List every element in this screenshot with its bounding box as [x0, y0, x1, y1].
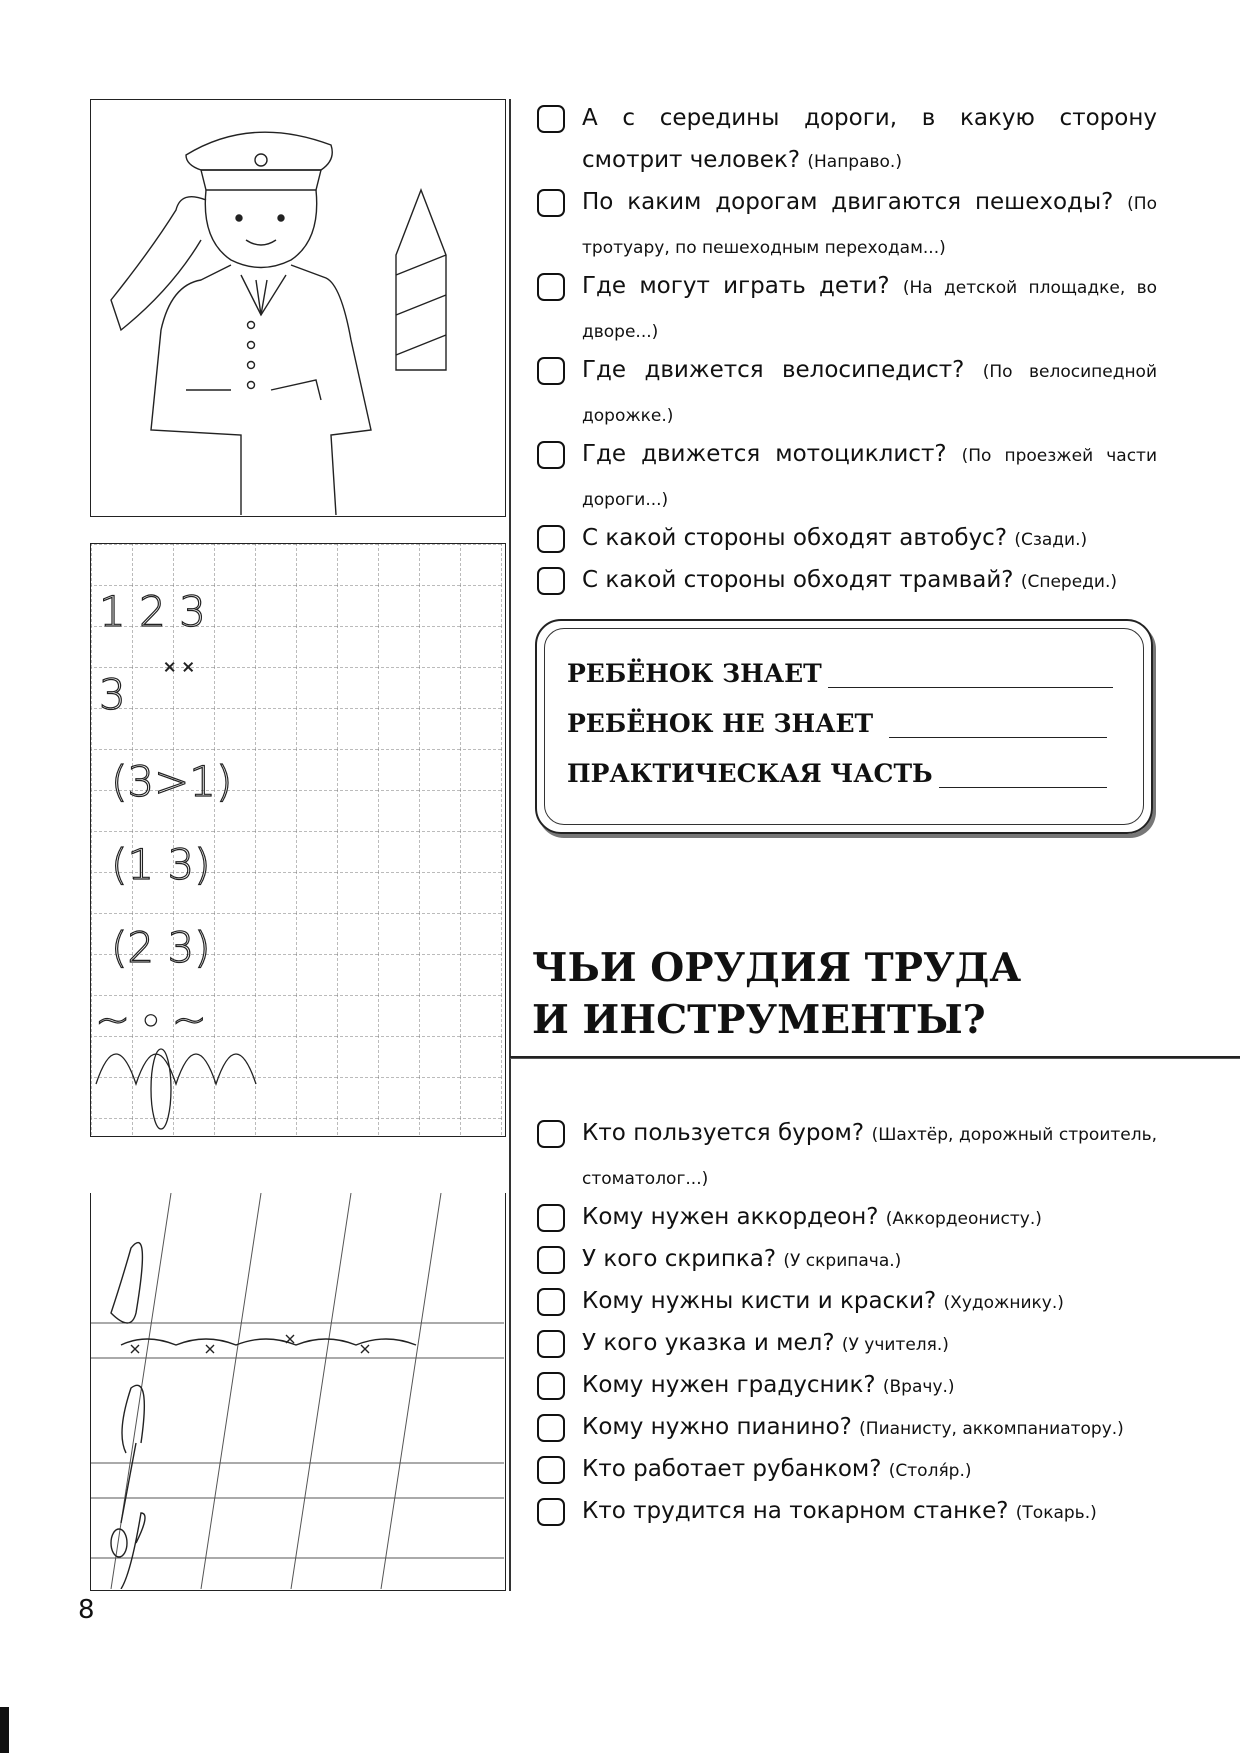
question-item — [537, 1406, 1157, 1450]
checkbox[interactable] — [537, 1288, 565, 1316]
checkbox[interactable] — [537, 1456, 565, 1484]
checkbox[interactable] — [537, 1330, 565, 1358]
checkbox[interactable] — [537, 189, 565, 217]
question-item — [537, 1196, 1157, 1240]
grid-text-2-3: (2 3) — [111, 923, 211, 972]
cursive-practice — [90, 1193, 506, 1591]
answer-text: (Шахтёр, дорожный строитель, стоматолог...) — [582, 1125, 1158, 1189]
grid-text-123: 1 2 3 — [99, 587, 206, 636]
answer-text: (По тротуару, по пешеходным переходам...) — [582, 194, 1157, 258]
assessment-box — [535, 619, 1153, 834]
practical-field[interactable] — [939, 764, 1107, 788]
slanted-lines — [91, 1193, 504, 1589]
question-text: Кто пользуется буром? — [582, 1120, 865, 1146]
section-heading — [532, 942, 1021, 1046]
grid-text-3-gt-1: (3>1) — [111, 757, 233, 806]
question-item — [537, 559, 1157, 603]
answer-text: (У скрипача.) — [783, 1251, 902, 1271]
knows-label: РЕБЁНОК ЗНАЕТ — [567, 659, 822, 688]
question-item — [537, 1364, 1157, 1408]
policeman-drawing — [91, 100, 504, 515]
question-text: Кому нужно пианино? — [582, 1414, 852, 1440]
answer-text: (Пианисту, аккомпаниатору.) — [859, 1419, 1124, 1439]
question-text: Кому нужен аккордеон? — [582, 1204, 879, 1230]
not-knows-field[interactable] — [889, 714, 1107, 738]
checkbox[interactable] — [537, 273, 565, 301]
question-item — [537, 349, 1157, 437]
question-item — [537, 97, 1157, 183]
knows-row — [567, 659, 1113, 688]
checkbox[interactable] — [537, 567, 565, 595]
answer-text: (Спереди.) — [1020, 572, 1117, 592]
checkbox[interactable] — [537, 1204, 565, 1232]
heading-line-1: ЧЬИ ОРУДИЯ ТРУДА — [532, 945, 1022, 991]
question-item — [537, 181, 1157, 269]
not-knows-label: РЕБЁНОК НЕ ЗНАЕТ — [567, 709, 874, 738]
checkbox[interactable] — [537, 1120, 565, 1148]
question-text: Где могут играть дети? — [582, 273, 890, 299]
answer-text: (По проезжей части дороги...) — [582, 446, 1157, 510]
question-text: Кто работает рубанком? — [582, 1456, 882, 1482]
question-text: По каким дорогам двигаются пешеходы? — [582, 189, 1114, 215]
question-text: С какой стороны обходят автобус? — [582, 525, 1008, 551]
question-item — [537, 1322, 1157, 1366]
question-text: Где движется велосипедист? — [582, 357, 965, 383]
checkbox[interactable] — [537, 1414, 565, 1442]
page-number: 8 — [78, 1595, 95, 1625]
heading-line-2: И ИНСТРУМЕНТЫ? — [532, 997, 986, 1043]
grid-writing-practice — [90, 543, 506, 1137]
checkbox[interactable] — [537, 525, 565, 553]
question-item — [537, 1280, 1157, 1324]
question-item — [537, 1448, 1157, 1492]
answer-text: (Направо.) — [807, 152, 902, 172]
question-text: У кого указка и мел? — [582, 1330, 835, 1356]
practical-row — [567, 759, 1107, 788]
question-text: Кому нужен градусник? — [582, 1372, 876, 1398]
checkbox[interactable] — [537, 1246, 565, 1274]
not-knows-row — [567, 709, 1107, 738]
question-text: А с середины дороги, в какую сторону смотрит человек? — [582, 105, 1157, 173]
answer-text: (Художнику.) — [943, 1293, 1064, 1313]
answer-text: (По велосипедной дорожке.) — [582, 362, 1158, 426]
answer-text: (Аккордеонисту.) — [885, 1209, 1042, 1229]
question-item — [537, 433, 1157, 521]
checkbox[interactable] — [537, 441, 565, 469]
question-text: Кто трудится на токарном станке? — [582, 1498, 1009, 1524]
knows-field[interactable] — [828, 664, 1113, 688]
question-text: У кого скрипка? — [582, 1246, 777, 1272]
scan-edge-mark — [0, 1707, 9, 1753]
question-text: Где движется мотоциклист? — [582, 441, 947, 467]
question-item — [537, 1238, 1157, 1282]
policeman-illustration — [90, 99, 506, 517]
checkbox[interactable] — [537, 105, 565, 133]
grid-text-waves: ~ • ~ — [95, 995, 207, 1044]
answer-text: (Врачу.) — [882, 1377, 955, 1397]
section-rule — [510, 1056, 1240, 1059]
question-text: С какой стороны обходят трамвай? — [582, 567, 1014, 593]
answer-text: (Столя́р.) — [888, 1461, 972, 1481]
practical-label: ПРАКТИЧЕСКАЯ ЧАСТЬ — [567, 759, 933, 788]
grid-paper — [91, 544, 504, 1135]
grid-text-1-3: (1 3) — [111, 840, 211, 889]
grid-cross-marks: × × — [163, 657, 195, 676]
question-item — [537, 517, 1157, 561]
checkbox[interactable] — [537, 1372, 565, 1400]
checkbox[interactable] — [537, 1498, 565, 1526]
question-item — [537, 1490, 1157, 1534]
question-text: Кому нужны кисти и краски? — [582, 1288, 937, 1314]
answer-text: (На детской площадке, во дворе...) — [582, 278, 1157, 342]
column-divider — [509, 99, 511, 1591]
question-item — [537, 1112, 1157, 1200]
answer-text: (У учителя.) — [841, 1335, 949, 1355]
answer-text: (Токарь.) — [1015, 1503, 1097, 1523]
question-item — [537, 265, 1157, 353]
checkbox[interactable] — [537, 357, 565, 385]
answer-text: (Сзади.) — [1014, 530, 1088, 550]
grid-text-3: 3 — [99, 670, 126, 719]
